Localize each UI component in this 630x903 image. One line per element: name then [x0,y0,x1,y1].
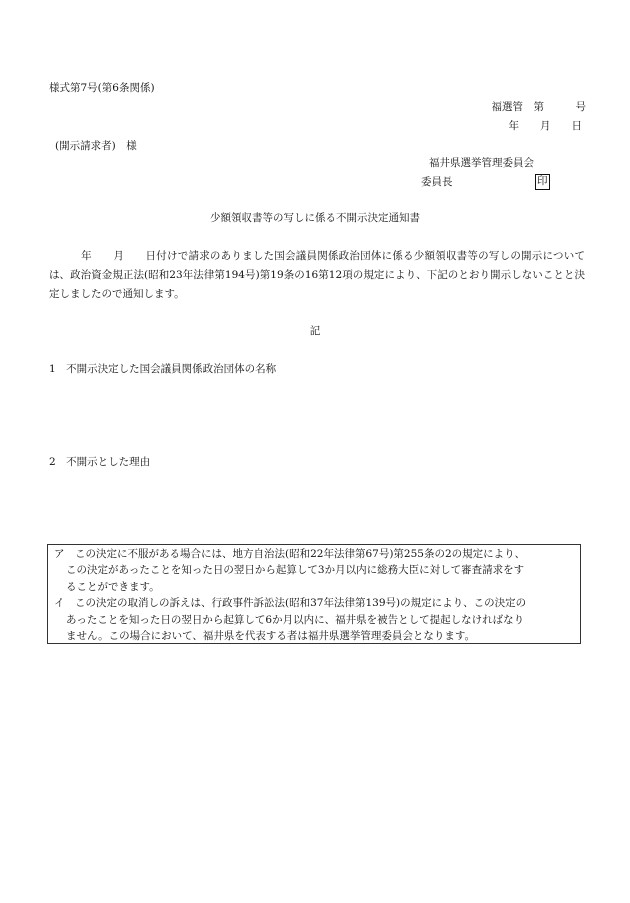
ki-heading: 記 [309,325,321,337]
seal-stamp-mark: 印 [535,174,550,190]
document-number: 福選管 第 号 [491,101,586,113]
body-paragraph: 年 月 日付けで請求のありました国会議員関係政治団体に係る少額領収書等の写しの開示については、政治資金規正法(昭和23年法律第194号)第19条の16第12項の規定により、下記のとおり開示しないことと決定しましたので通知します。 [49,250,585,301]
recipient-line: (開示請求者) 様 [55,140,137,152]
note-b-line: あったことを知った日の翌日から起算して6か月以内に、福井県を被告として提起しなければなり [66,613,525,626]
issuer-title: 委員長 [421,176,453,188]
item-2-heading: 2 不開示とした理由 [49,456,151,468]
appeal-notice-box [47,544,581,644]
item-1-heading: 1 不開示決定した国会議員関係政治団体の名称 [49,363,277,375]
form-number-label: 様式第7号(第6条関係) [49,82,155,94]
note-b-line: ません。この場合において、福井県を代表する者は福井県選挙管理委員会となります。 [66,629,476,642]
document-title: 少額領収書等の写しに係る不開示決定通知書 [210,212,420,224]
document-date: 年 月 日 [508,120,582,132]
note-a-line: この決定があったことを知った日の翌日から起算して3か月以内に総務大臣に対して審査請求をす [66,564,525,577]
note-a-line: ア この決定に不服がある場合には、地方自治法(昭和22年法律第67号)第255条の2の規定により、 [54,548,526,560]
issuer-organization: 福井県選挙管理委員会 [429,157,534,169]
note-a-line: ることができます。 [66,580,160,593]
note-b-line: イ この決定の取消しの訴えは、行政事件訴訟法(昭和37年法律第139号)の規定により、この決定の [54,597,527,610]
